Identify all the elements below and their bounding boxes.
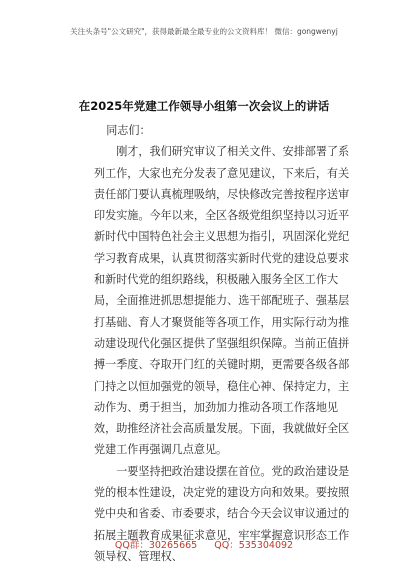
paragraph: 一要坚持把政治建设摆在首位。党的政治建设是党的根本性建设，决定党的建设方向和效果。要按照党中央和省委、市委要求，结合今天会议审议通过的拓展主题教育成果征求意见，牢牢掌握意识形态工作领导权、管理权、 xyxy=(94,464,350,563)
document-title: 在2025年党建工作领导小组第一次会议上的讲话 xyxy=(78,99,330,113)
footer-qq: QQ：535304092 xyxy=(214,540,294,551)
document-body xyxy=(94,120,359,567)
footer-contacts xyxy=(0,537,408,551)
footer-qq-group: QQ群：30265665 xyxy=(114,540,198,551)
paragraph: 刚才，我们研究审议了相关文件、安排部署了系列工作，大家也充分发表了意见建议，下来后，有关责任部门要认真梳理吸纳，尽快修改完善按程序送审印发实施。今年以来，全区各级党组织坚持以习近平新时代中国特色社会主义思想为指引，巩固深化党纪学习教育成果，认真贯彻落实新时代党的建设总要求和新时代党的组织路线，积极融入服务全区工作大局，全面推进抓思想提能力、选干部配班子、强基层打基础、育人才聚贤能等各项工作，用实际行动为推动建设现代化强区提供了坚强组织保障。当前正值拼搏一季度、夺取开门红的关键时期，更需要各级各部门持之以恒加强党的领导，稳住心神、保持定力，主动作为、勇于担当，加劲加力推动各项工作落地见效，助推经济社会高质量发展。下面，我就做好全区党建工作再强调几点意见。 xyxy=(94,145,350,457)
header-note: 关注头条号"公文研究"，获得最新最全最专业的公文资料库！ 微信：gongwenyj xyxy=(70,27,338,36)
greeting: 同志们： xyxy=(106,124,151,137)
